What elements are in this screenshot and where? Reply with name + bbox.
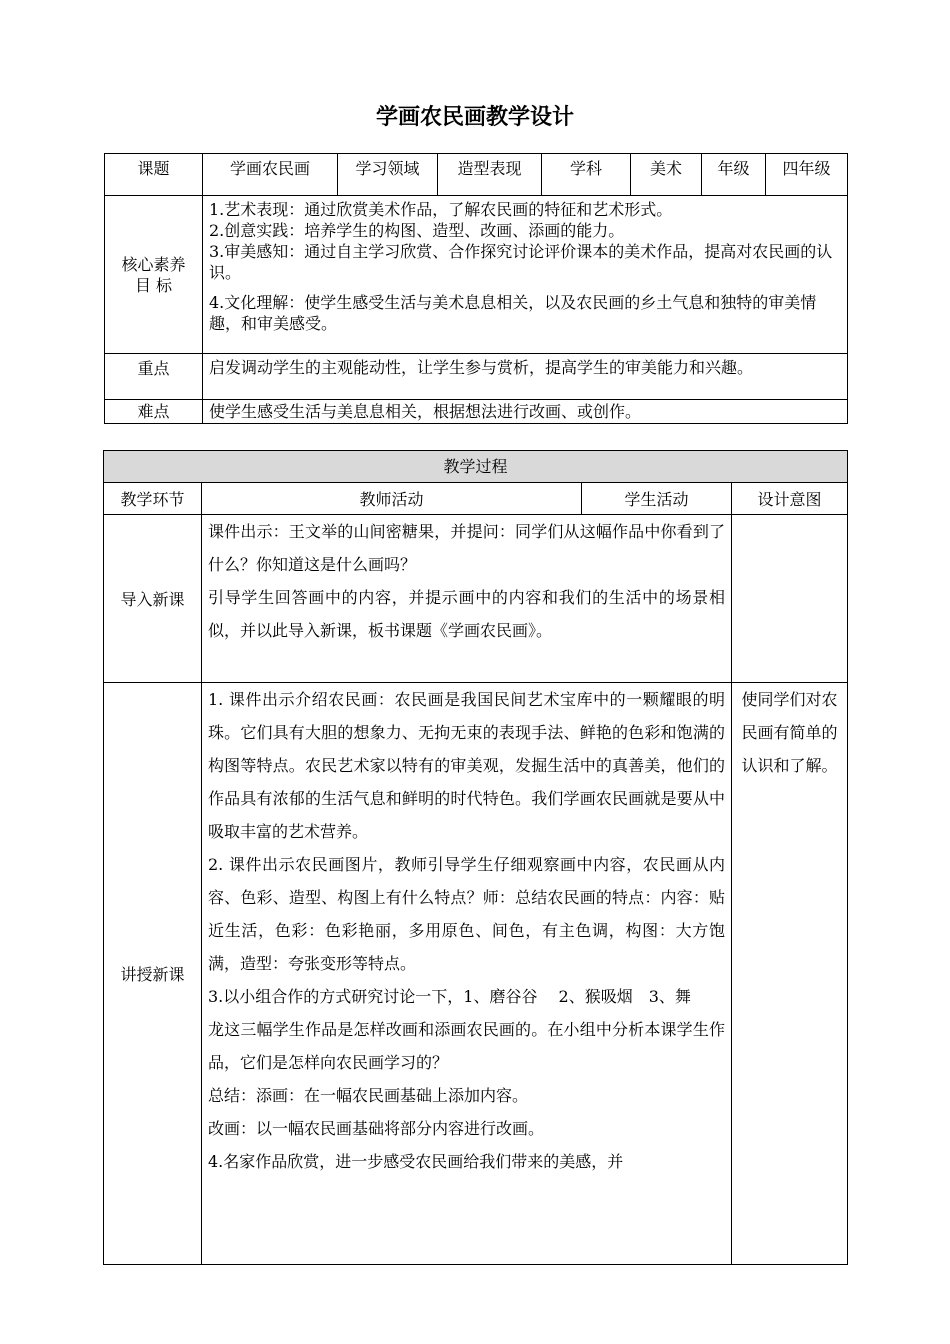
col-student: 学生活动 bbox=[582, 483, 732, 515]
teaching-process-table bbox=[103, 450, 848, 1265]
difficult-text: 使学生感受生活与美息息相关，根据想法进行改画、或创作。 bbox=[203, 400, 848, 424]
intro-teacher-activity bbox=[202, 515, 732, 683]
col-intent: 设计意图 bbox=[732, 483, 848, 515]
goal-2: 2.创意实践：培养学生的构图、造型、改画、添画的能力。 bbox=[209, 221, 625, 240]
value-discipline: 美术 bbox=[631, 154, 702, 196]
process-header: 教学过程 bbox=[104, 451, 848, 483]
teach-line-2: 2. 课件出示农民画图片，教师引导学生仔细观察画中内容，农民画从内容、色彩、造型、构图上有什么特点？师：总结农民画的特点：内容：贴近生活，色彩：色彩艳丽，多用原色、间色，有主色调，构图：大方饱满，造型：夸张变形等特点。 bbox=[208, 855, 725, 973]
value-field: 造型表现 bbox=[438, 154, 542, 196]
label-discipline: 学科 bbox=[542, 154, 631, 196]
intro-line-1: 课件出示：王文举的山间密糖果，并提问：同学们从这幅作品中你看到了什么？你知道这是什么画吗？ bbox=[208, 522, 725, 574]
value-subject: 学画农民画 bbox=[203, 154, 338, 196]
teach-line-4: 龙这三幅学生作品是怎样改画和添画农民画的。在小组中分析本课学生作品，它们是怎样向农民画学习的？ bbox=[208, 1020, 725, 1072]
key-text: 启发调动学生的主观能动性，让学生参与赏析，提高学生的审美能力和兴趣。 bbox=[203, 354, 848, 400]
intro-intent bbox=[732, 515, 848, 683]
value-grade: 四年级 bbox=[766, 154, 848, 196]
col-teacher: 教师活动 bbox=[202, 483, 582, 515]
stage-intro: 导入新课 bbox=[104, 515, 202, 683]
teach-intent: 使同学们对农民画有简单的认识和了解。 bbox=[732, 683, 848, 1265]
teach-line-5: 总结：添画：在一幅农民画基础上添加内容。 bbox=[208, 1086, 529, 1105]
goal-1: 1.艺术表现：通过欣赏美术作品，了解农民画的特征和艺术形式。 bbox=[209, 200, 673, 219]
col-stage: 教学环节 bbox=[104, 483, 202, 515]
goals-content bbox=[203, 196, 848, 354]
stage-teach: 讲授新课 bbox=[104, 683, 202, 1265]
teach-line-3: 3.以小组合作的方式研究讨论一下，1、磨谷谷 2、猴吸烟 3、舞 bbox=[208, 987, 691, 1006]
label-grade: 年级 bbox=[702, 154, 766, 196]
course-info-table bbox=[104, 153, 848, 424]
table-row bbox=[104, 515, 848, 683]
teach-line-1: 1. 课件出示介绍农民画：农民画是我国民间艺术宝库中的一颗耀眼的明珠。它们具有大胆的想象力、无拘无束的表现手法、鲜艳的色彩和饱满的构图等特点。农民艺术家以特有的审美观，发掘生活中的真善美，他们的作品具有浓郁的生活气息和鲜明的时代特色。我们学画农民画就是要从中吸取丰富的艺术营养。 bbox=[208, 690, 725, 841]
goal-3: 3.审美感知：通过自主学习欣赏、合作探究讨论评价课本的美术作品，提高对农民画的认识。 bbox=[209, 242, 833, 282]
teach-line-7: 4.名家作品欣赏，进一步感受农民画给我们带来的美感，并 bbox=[208, 1152, 624, 1171]
page-title: 学画农民画教学设计 bbox=[375, 105, 574, 130]
goal-4: 4.文化理解：使学生感受生活与美术息息相关，以及农民画的乡土气息和独特的审美情趣，和审美感受。 bbox=[209, 293, 817, 333]
label-field: 学习领域 bbox=[338, 154, 438, 196]
label-subject: 课题 bbox=[105, 154, 203, 196]
intro-line-2: 引导学生回答画中的内容，并提示画中的内容和我们的生活中的场景相似，并以此导入新课，板书课题《学画农民画》。 bbox=[208, 588, 725, 640]
teach-teacher-activity bbox=[202, 683, 732, 1265]
difficult-label: 难点 bbox=[105, 400, 203, 424]
key-label: 重点 bbox=[105, 354, 203, 400]
goals-label: 核心素养 目 标 bbox=[105, 196, 203, 354]
teach-line-6: 改画：以一幅农民画基础将部分内容进行改画。 bbox=[208, 1119, 545, 1138]
table-row bbox=[104, 683, 848, 1265]
